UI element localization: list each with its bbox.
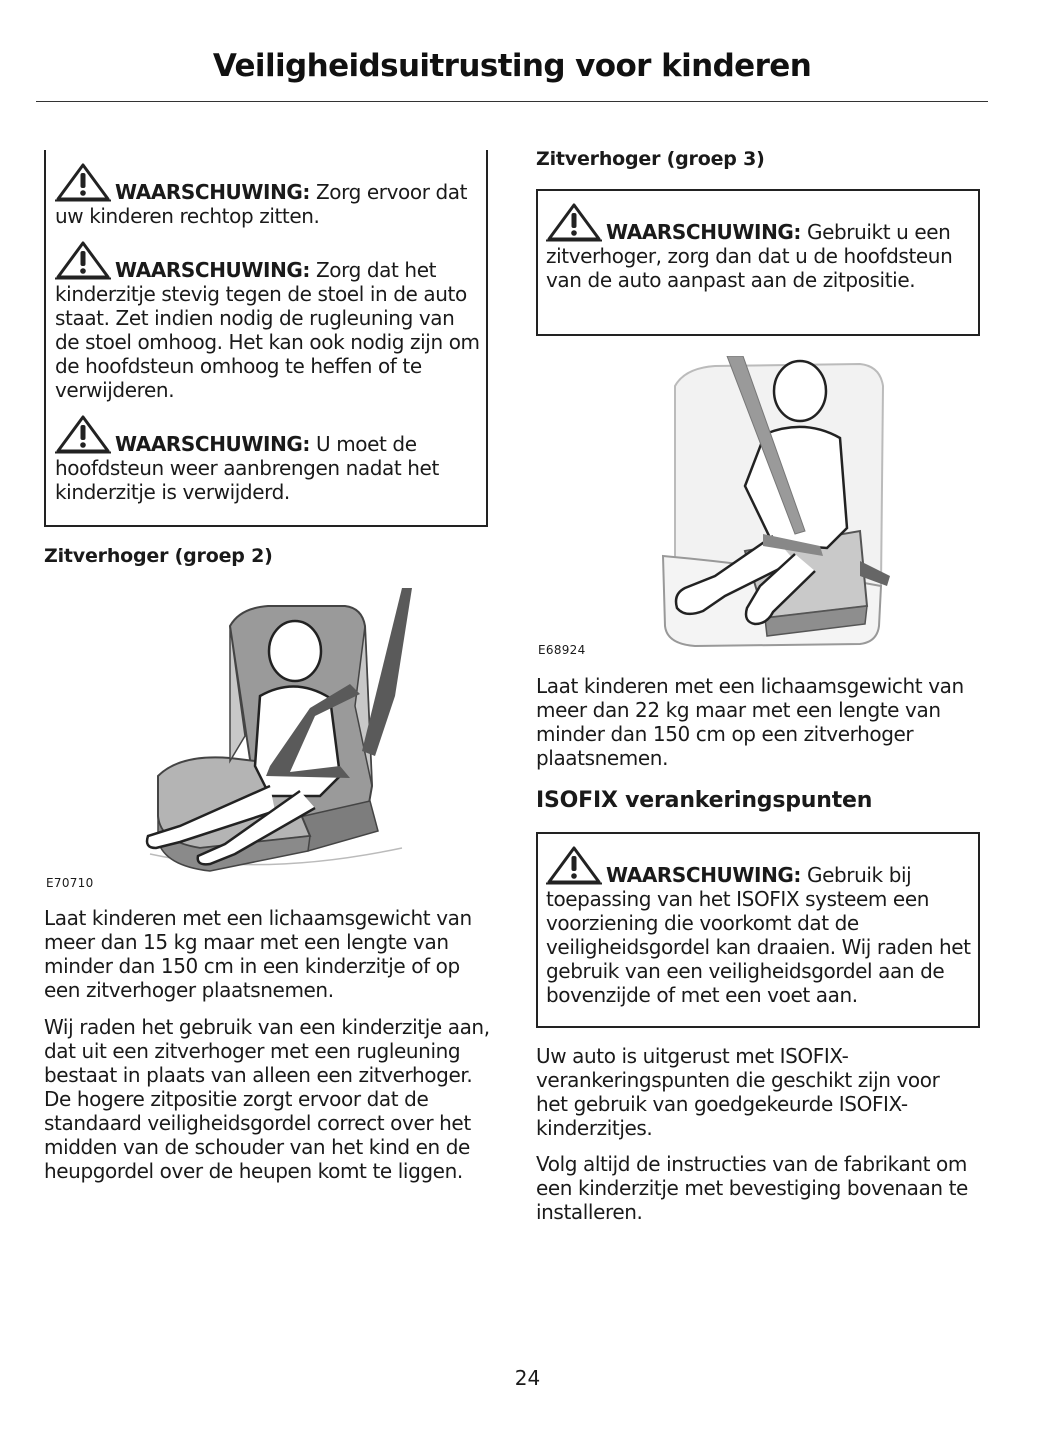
title-divider xyxy=(36,101,988,102)
figure-code-e70710: E70710 xyxy=(46,876,94,890)
warning-label: WAARSCHUWING: xyxy=(115,180,311,204)
paragraph-isofix-instructions: Volg altijd de instructies van de fabrikant om een kinderzitje met bevestiging bovenaan te installeren. xyxy=(536,1152,968,1224)
heading-group2: Zitverhoger (groep 2) xyxy=(44,545,273,567)
warning-triangle-icon xyxy=(55,162,111,202)
warning-seat-firm xyxy=(55,240,483,402)
heading-group3: Zitverhoger (groep 3) xyxy=(536,148,765,170)
warning-headrest-refit xyxy=(55,414,483,504)
warning-text: Gebruik bij toepassing van het ISOFIX systeem een voorziening die voorkomt dat de veiligheidsgordel kan draaien. Wij raden het gebruik van een veiligheidsgordel aan de bovenzijde of met een voet aan. xyxy=(546,863,971,1007)
paragraph-group2-advice: Wij raden het gebruik van een kinderzitje aan, dat uit een zitverhoger met een rugleuning bestaat in plaats van alleen een zitverhoger. De hogere zitpositie zorgt ervoor dat de standaard veiligheidsgordel correct over het midden van de schouder van het kind en de heupgordel over de heupen komt te liggen. xyxy=(44,1015,490,1183)
page-number: 24 xyxy=(514,1366,541,1390)
warning-text: Gebruikt u een zitverhoger, zorg dan dat u de hoofdsteun van de auto aanpast aan de zitpositie. xyxy=(546,220,953,292)
warning-label: WAARSCHUWING: xyxy=(115,258,311,282)
figure-code-e68924: E68924 xyxy=(538,643,586,657)
page-title: Veiligheidsuitrusting voor kinderen xyxy=(212,48,812,84)
heading-isofix: ISOFIX verankeringspunten xyxy=(536,788,873,813)
warning-triangle-icon xyxy=(546,845,602,885)
booster-seat-with-back-illustration xyxy=(140,586,412,888)
paragraph-isofix-equipped: Uw auto is uitgerust met ISOFIX-verankeringspunten die geschikt zijn voor het gebruik van goedgekeurde ISOFIX-kinderzitjes. xyxy=(536,1044,940,1140)
warning-label: WAARSCHUWING: xyxy=(606,220,802,244)
booster-cushion-illustration xyxy=(655,356,890,652)
warning-triangle-icon xyxy=(55,414,111,454)
warning-upright xyxy=(55,162,479,228)
paragraph-group3-weight: Laat kinderen met een lichaamsgewicht van meer dan 22 kg maar met een lengte van minder dan 150 cm op een zitverhoger plaatsnemen. xyxy=(536,674,964,770)
warning-isofix-belt xyxy=(546,845,974,1007)
warning-text: Zorg dat het kinderzitje stevig tegen de stoel in de auto staat. Zet indien nodig de rugleuning van de stoel omhoog. Het kan ook nodig zijn om de hoofdsteun omhoog te heffen of te verwijderen. xyxy=(55,258,480,402)
warning-text: U moet de hoofdsteun weer aanbrengen nadat het kinderzitje is verwijderd. xyxy=(55,432,439,504)
warning-text: Zorg ervoor dat uw kinderen rechtop zitten. xyxy=(55,180,468,228)
warning-triangle-icon xyxy=(55,240,111,280)
warning-label: WAARSCHUWING: xyxy=(606,863,802,887)
warning-triangle-icon xyxy=(546,202,602,242)
paragraph-group2-weight: Laat kinderen met een lichaamsgewicht van meer dan 15 kg maar met een lengte van minder dan 150 cm in een kinderzitje of op een zitverhoger plaatsnemen. xyxy=(44,906,472,1002)
warning-label: WAARSCHUWING: xyxy=(115,432,311,456)
warning-booster-headrest xyxy=(546,202,974,292)
